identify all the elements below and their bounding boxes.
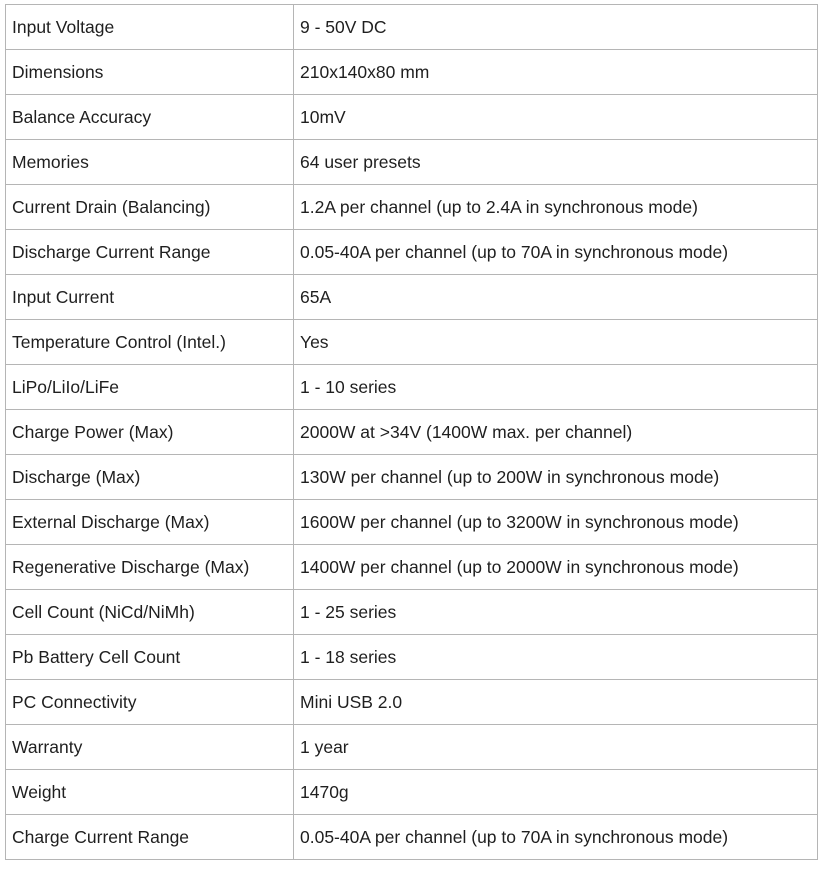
spec-value: 1 - 25 series bbox=[294, 590, 818, 635]
spec-label: Charge Current Range bbox=[6, 815, 294, 860]
table-row bbox=[6, 320, 818, 365]
spec-label: PC Connectivity bbox=[6, 680, 294, 725]
table-row bbox=[6, 770, 818, 815]
table-row bbox=[6, 275, 818, 320]
table-row bbox=[6, 365, 818, 410]
spec-label: Temperature Control (Intel.) bbox=[6, 320, 294, 365]
spec-value: 9 - 50V DC bbox=[294, 5, 818, 50]
spec-value: 1 year bbox=[294, 725, 818, 770]
spec-value: 1 - 10 series bbox=[294, 365, 818, 410]
spec-label: Regenerative Discharge (Max) bbox=[6, 545, 294, 590]
spec-label: Discharge (Max) bbox=[6, 455, 294, 500]
spec-label: Current Drain (Balancing) bbox=[6, 185, 294, 230]
specifications-table bbox=[5, 4, 818, 860]
spec-label: Memories bbox=[6, 140, 294, 185]
spec-value: 64 user presets bbox=[294, 140, 818, 185]
table-row bbox=[6, 635, 818, 680]
spec-value: 0.05-40A per channel (up to 70A in synchronous mode) bbox=[294, 815, 818, 860]
spec-value: Yes bbox=[294, 320, 818, 365]
spec-value: Mini USB 2.0 bbox=[294, 680, 818, 725]
spec-value: 65A bbox=[294, 275, 818, 320]
table-row bbox=[6, 815, 818, 860]
spec-label: Cell Count (NiCd/NiMh) bbox=[6, 590, 294, 635]
spec-label: External Discharge (Max) bbox=[6, 500, 294, 545]
table-row bbox=[6, 50, 818, 95]
table-row bbox=[6, 455, 818, 500]
table-row bbox=[6, 590, 818, 635]
spec-value: 0.05-40A per channel (up to 70A in synchronous mode) bbox=[294, 230, 818, 275]
table-row bbox=[6, 680, 818, 725]
table-row bbox=[6, 185, 818, 230]
spec-value: 1470g bbox=[294, 770, 818, 815]
table-row bbox=[6, 5, 818, 50]
table-row bbox=[6, 230, 818, 275]
spec-value: 130W per channel (up to 200W in synchronous mode) bbox=[294, 455, 818, 500]
spec-label: Discharge Current Range bbox=[6, 230, 294, 275]
spec-value: 210x140x80 mm bbox=[294, 50, 818, 95]
table-row bbox=[6, 410, 818, 455]
spec-label: Warranty bbox=[6, 725, 294, 770]
spec-value: 2000W at >34V (1400W max. per channel) bbox=[294, 410, 818, 455]
spec-label: Input Current bbox=[6, 275, 294, 320]
spec-value: 1400W per channel (up to 2000W in synchronous mode) bbox=[294, 545, 818, 590]
spec-value: 10mV bbox=[294, 95, 818, 140]
table-row bbox=[6, 140, 818, 185]
table-row bbox=[6, 500, 818, 545]
spec-label: Weight bbox=[6, 770, 294, 815]
table-row bbox=[6, 545, 818, 590]
spec-label: Balance Accuracy bbox=[6, 95, 294, 140]
specifications-table-body bbox=[6, 5, 818, 860]
spec-label: Pb Battery Cell Count bbox=[6, 635, 294, 680]
spec-value: 1.2A per channel (up to 2.4A in synchronous mode) bbox=[294, 185, 818, 230]
spec-value: 1600W per channel (up to 3200W in synchronous mode) bbox=[294, 500, 818, 545]
spec-label: Charge Power (Max) bbox=[6, 410, 294, 455]
table-row bbox=[6, 725, 818, 770]
spec-label: LiPo/LiIo/LiFe bbox=[6, 365, 294, 410]
spec-label: Input Voltage bbox=[6, 5, 294, 50]
table-row bbox=[6, 95, 818, 140]
spec-value: 1 - 18 series bbox=[294, 635, 818, 680]
spec-label: Dimensions bbox=[6, 50, 294, 95]
